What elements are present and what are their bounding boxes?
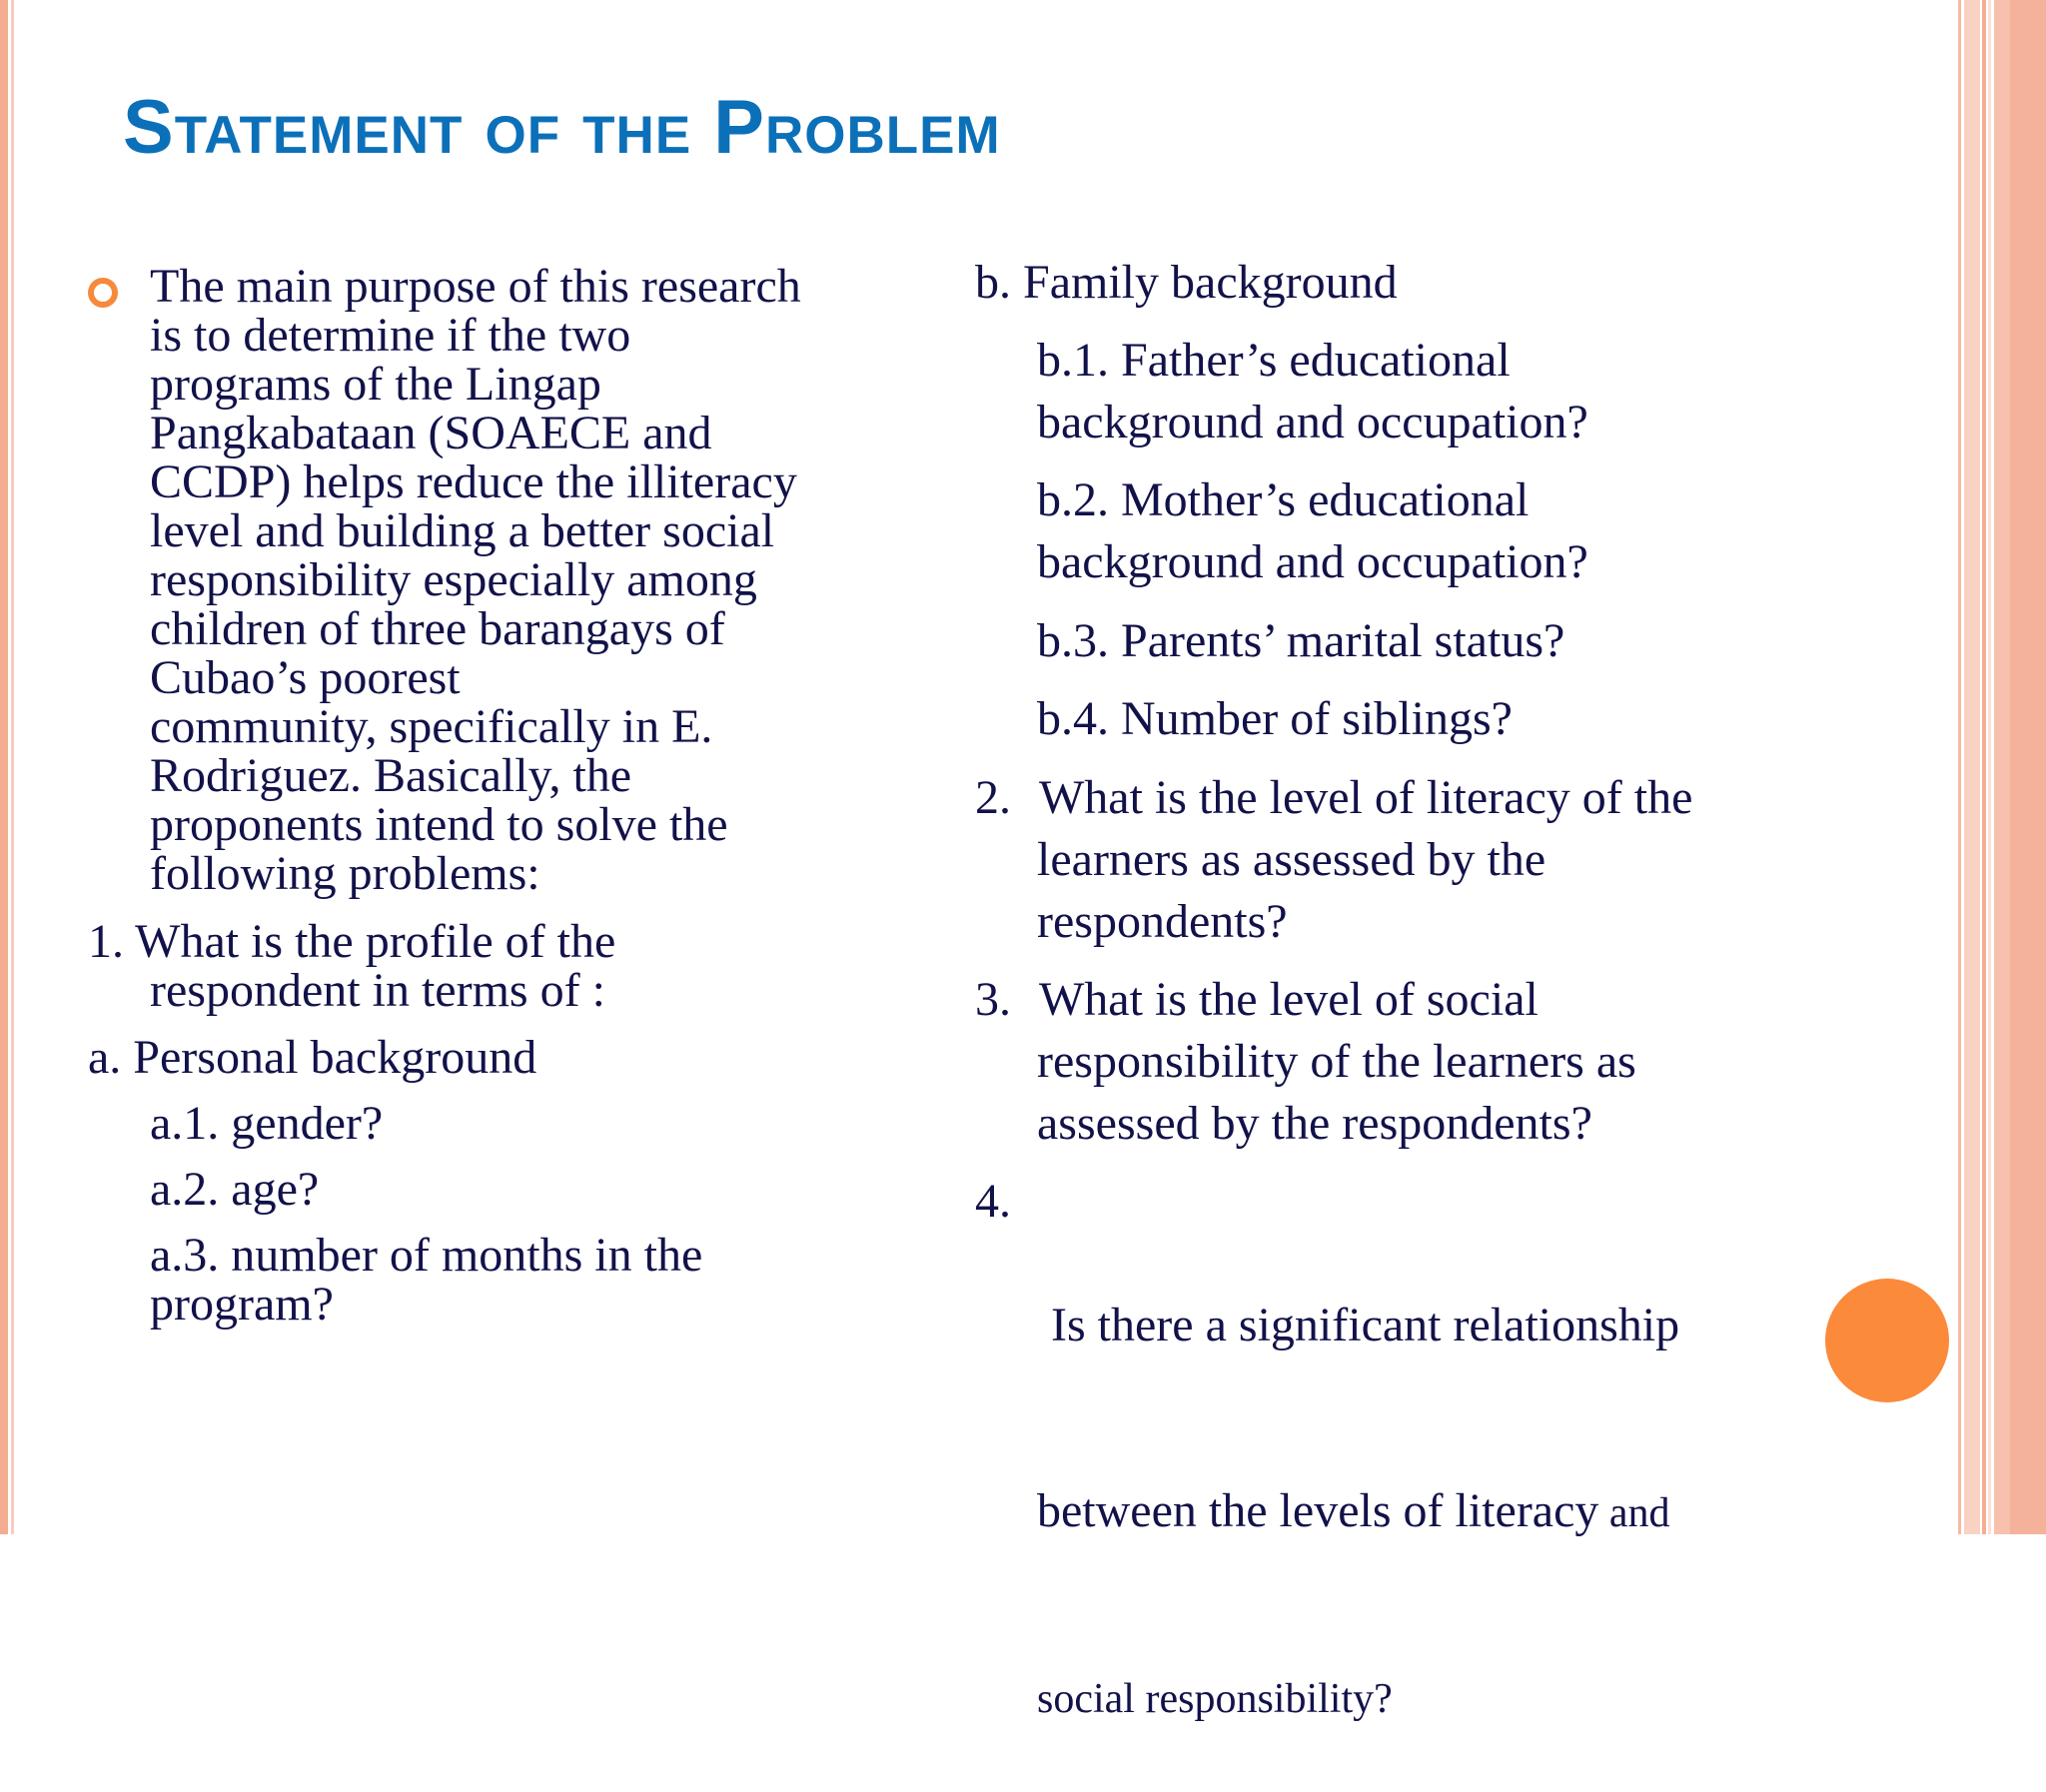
item-b4: b.4. Number of siblings?	[1037, 692, 1513, 745]
question-4-line2-main: between the levels of literacy	[1037, 1484, 1599, 1537]
intro-line: level and building a better social	[150, 504, 775, 557]
item-a3-line1: a.3. number of months in the	[150, 1229, 703, 1282]
right-border-stripe	[1964, 0, 1980, 1534]
question-2-line1: What is the level of literacy of the	[1039, 771, 1693, 824]
intro-line: is to determine if the two	[150, 309, 631, 362]
right-border-stripe	[2010, 0, 2046, 1534]
item-b1-line2: background and occupation?	[1037, 396, 1588, 448]
item-b3: b.3. Parents’ marital status?	[1037, 614, 1565, 667]
intro-line: following problems:	[150, 847, 540, 900]
right-border-stripe	[1982, 0, 1986, 1534]
item-b2-line2: background and occupation?	[1037, 535, 1588, 588]
right-border-stripe	[1958, 0, 1961, 1534]
intro-line: responsibility especially among	[150, 553, 757, 606]
left-border-stripe-thin	[11, 0, 14, 1534]
family-background-heading: b. Family background	[975, 256, 1398, 309]
intro-line: children of three barangays of	[150, 602, 725, 655]
question-2	[1039, 767, 1692, 953]
intro-line: proponents intend to solve the	[150, 798, 728, 851]
intro-line: The main purpose of this research	[150, 260, 801, 313]
question-1-line1: 1. What is the profile of the	[88, 915, 616, 968]
left-border-stripe	[0, 0, 8, 1534]
item-a3	[150, 1231, 702, 1329]
intro-line: CCDP) helps reduce the illiteracy	[150, 455, 797, 508]
question-2-line2: learners as assessed by the	[1037, 833, 1546, 886]
right-border-stripe	[1988, 0, 1991, 1534]
question-4	[1039, 1171, 1679, 1792]
intro-line: Pangkabataan (SOAECE and	[150, 407, 712, 459]
right-border-stripe	[1994, 0, 2010, 1534]
item-b1	[1037, 330, 1588, 453]
item-b2	[1037, 469, 1588, 593]
question-4-number: 4.	[975, 1175, 1011, 1228]
question-3-number: 3.	[975, 973, 1011, 1026]
decorative-orange-circle	[1825, 1279, 1949, 1402]
item-b1-line1: b.1. Father’s educational	[1037, 334, 1511, 387]
intro-line: Cubao’s poorest	[150, 651, 461, 704]
slide-title: Statement of the Problem	[123, 85, 1001, 170]
question-3-line1: What is the level of social	[1039, 973, 1538, 1026]
bullet-icon	[88, 278, 118, 308]
question-4-line1: Is there a significant relationship	[1039, 1299, 1680, 1351]
question-3	[1039, 969, 1636, 1155]
intro-line: programs of the Lingap	[150, 358, 601, 411]
question-1-line2: respondent in terms of :	[150, 964, 605, 1017]
intro-line: Rodriguez. Basically, the	[150, 749, 632, 802]
question-4-line2	[1037, 1480, 1679, 1544]
question-3-line3: assessed by the respondents?	[1037, 1097, 1592, 1150]
intro-paragraph	[150, 262, 801, 898]
question-2-line3: respondents?	[1037, 895, 1288, 948]
question-1	[88, 917, 615, 1015]
question-2-number: 2.	[975, 771, 1011, 824]
intro-line: community, specifically in E.	[150, 700, 713, 753]
item-a3-line2: program?	[150, 1278, 334, 1331]
item-b2-line1: b.2. Mother’s educational	[1037, 473, 1530, 526]
question-4-line2-tail: and	[1598, 1490, 1670, 1536]
item-a1: a.1. gender?	[150, 1097, 384, 1150]
question-3-line2: responsibility of the learners as	[1037, 1035, 1636, 1088]
item-a2: a.2. age?	[150, 1163, 320, 1216]
personal-background-heading: a. Personal background	[88, 1031, 537, 1084]
question-4-line3: social responsibility?	[1037, 1676, 1393, 1722]
